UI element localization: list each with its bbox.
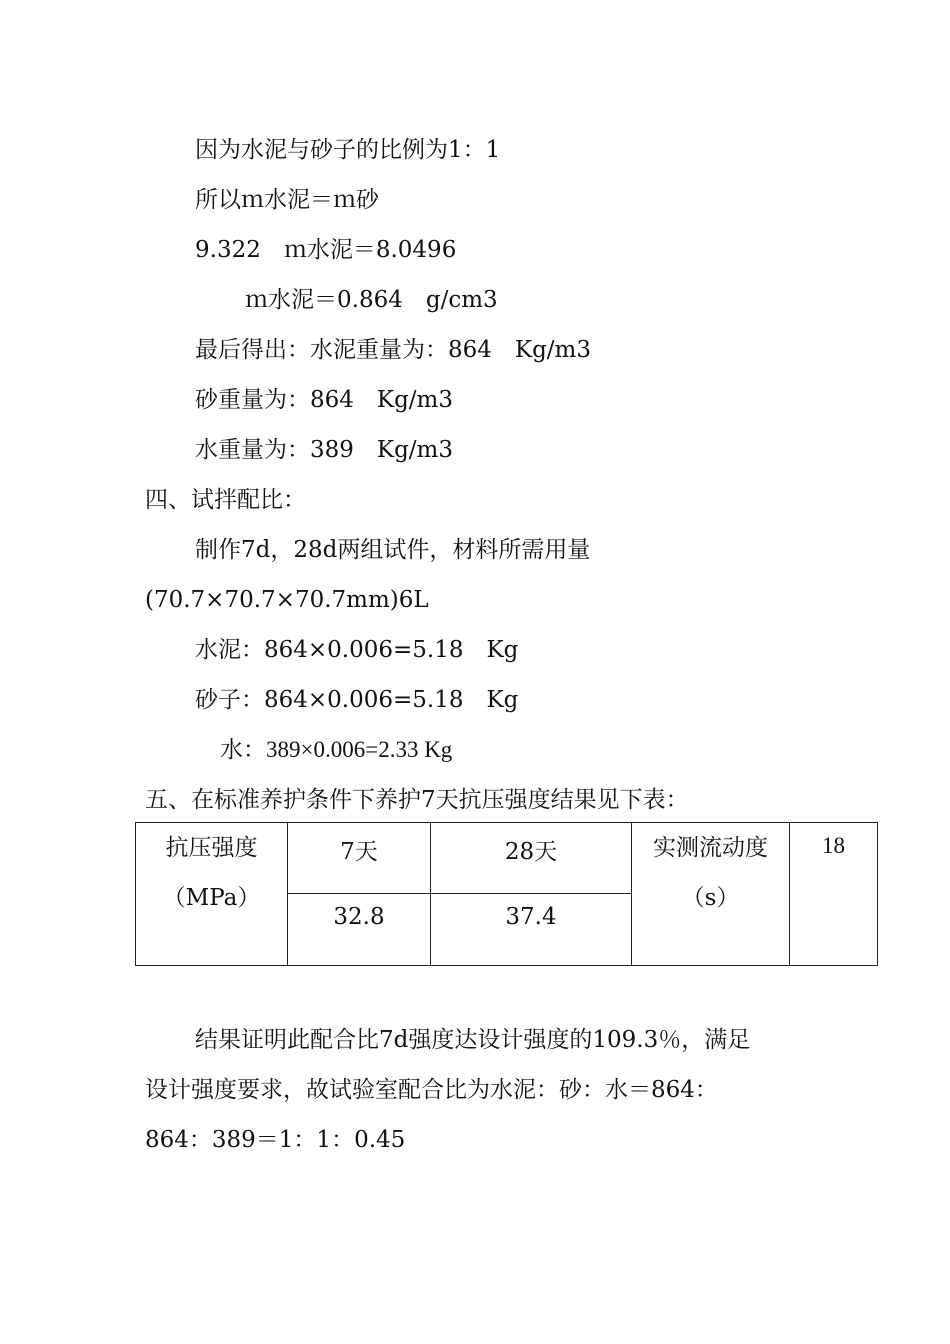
strength-label-cell <box>136 823 288 966</box>
day7-header-cell <box>288 823 431 894</box>
text-line: 因为水泥与砂子的比例为1：1 <box>195 137 501 163</box>
day7-value: 32.8 <box>333 904 385 930</box>
text-line: 制作7d，28d两组试件，材料所需用量 <box>195 537 591 563</box>
section-heading: 四、试拌配比： <box>145 487 306 513</box>
text-line: 最后得出：水泥重量为：864 Kg/m3 <box>195 337 591 363</box>
day28-value-cell <box>431 894 632 966</box>
text-line: (70.7×70.7×70.7mm)6L <box>145 587 429 613</box>
day28-header: 28天 <box>504 839 558 865</box>
flow-label: 实测流动度 <box>653 835 768 861</box>
text-line: 所以ｍ水泥＝ｍ砂 <box>195 187 379 213</box>
text-line: 水泥：864×0.006=5.18 Kg <box>195 637 519 663</box>
strength-results-table <box>135 822 878 966</box>
text-line: 砂子：864×0.006=5.18 Kg <box>195 687 519 713</box>
text-line: 水：389×0.006=2.33 Kg <box>220 737 453 762</box>
text-line: 砂重量为：864 Kg/m3 <box>195 387 453 413</box>
text-line: 9.322 ｍ水泥＝8.0496 <box>195 237 457 263</box>
flow-value-cell <box>790 823 878 966</box>
section-heading: 五、在标准养护条件下养护7天抗压强度结果见下表： <box>145 787 689 813</box>
day7-header: 7天 <box>340 839 378 865</box>
conclusion-line: 设计强度要求，故试验室配合比为水泥：砂：水＝864： <box>145 1077 718 1103</box>
flow-unit: （s） <box>681 885 740 911</box>
day28-header-cell <box>431 823 632 894</box>
strength-unit: （MPa） <box>162 885 261 911</box>
text-line: ｍ水泥＝0.864 g/cm3 <box>245 287 498 313</box>
conclusion-line: 结果证明此配合比7d强度达设计强度的109.3％，满足 <box>195 1027 751 1053</box>
text-line: 水重量为：389 Kg/m3 <box>195 437 453 463</box>
strength-label: 抗压强度 <box>165 835 258 861</box>
day28-value: 37.4 <box>505 904 557 930</box>
day7-value-cell <box>288 894 431 966</box>
conclusion-line: 864：389＝1：1：0.45 <box>145 1127 406 1153</box>
flow-value: 18 <box>822 833 845 858</box>
flow-label-cell <box>632 823 790 966</box>
